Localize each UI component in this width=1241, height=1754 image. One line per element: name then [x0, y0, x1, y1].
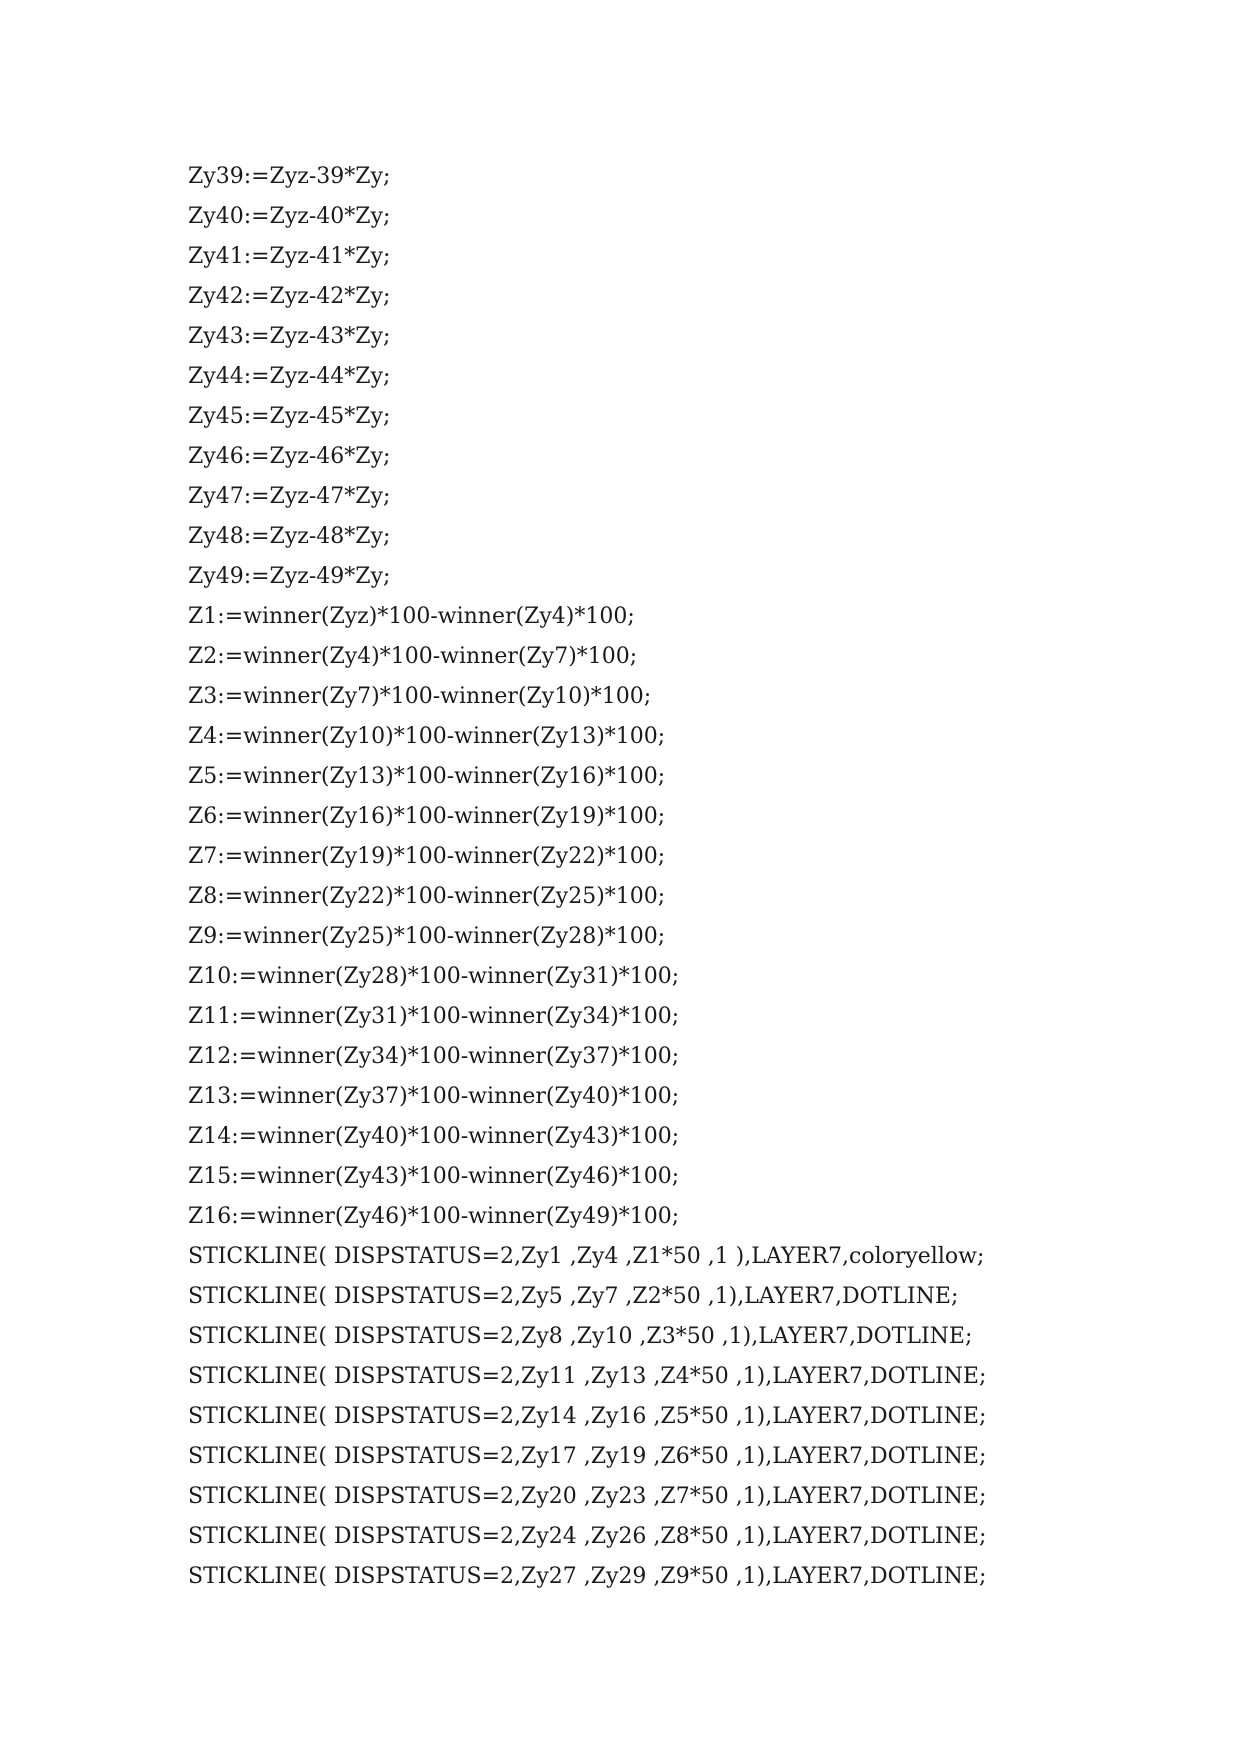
code-line: STICKLINE( DISPSTATUS=2,Zy8 ,Zy10 ,Z3*50 ,1),LAYER7,DOTLINE; [188, 1324, 973, 1349]
code-line: Zy40:=Zyz-40*Zy; [188, 204, 391, 229]
code-line: Z9:=winner(Zy25)*100-winner(Zy28)*100; [188, 924, 666, 949]
code-line: Zy44:=Zyz-44*Zy; [188, 364, 391, 389]
code-line: STICKLINE( DISPSTATUS=2,Zy20 ,Zy23 ,Z7*50 ,1),LAYER7,DOTLINE; [188, 1484, 987, 1509]
code-line: Zy43:=Zyz-43*Zy; [188, 324, 391, 349]
code-line: STICKLINE( DISPSTATUS=2,Zy5 ,Zy7 ,Z2*50 ,1),LAYER7,DOTLINE; [188, 1284, 959, 1309]
code-line: Z8:=winner(Zy22)*100-winner(Zy25)*100; [188, 884, 666, 909]
code-line: Zy48:=Zyz-48*Zy; [188, 524, 391, 549]
code-line: Z16:=winner(Zy46)*100-winner(Zy49)*100; [188, 1204, 680, 1229]
code-line: Zy47:=Zyz-47*Zy; [188, 484, 391, 509]
code-line: Z1:=winner(Zyz)*100-winner(Zy4)*100; [188, 604, 635, 629]
code-line: Z4:=winner(Zy10)*100-winner(Zy13)*100; [188, 724, 666, 749]
code-line: Z5:=winner(Zy13)*100-winner(Zy16)*100; [188, 764, 666, 789]
code-line: Zy46:=Zyz-46*Zy; [188, 444, 391, 469]
code-line: Z15:=winner(Zy43)*100-winner(Zy46)*100; [188, 1164, 680, 1189]
code-line: STICKLINE( DISPSTATUS=2,Zy1 ,Zy4 ,Z1*50 ,1 ),LAYER7,coloryellow; [188, 1244, 985, 1269]
code-line: Z7:=winner(Zy19)*100-winner(Zy22)*100; [188, 844, 666, 869]
code-line: STICKLINE( DISPSTATUS=2,Zy14 ,Zy16 ,Z5*50 ,1),LAYER7,DOTLINE; [188, 1404, 987, 1429]
code-line: Z12:=winner(Zy34)*100-winner(Zy37)*100; [188, 1044, 680, 1069]
code-line: Z2:=winner(Zy4)*100-winner(Zy7)*100; [188, 644, 638, 669]
code-line: Z14:=winner(Zy40)*100-winner(Zy43)*100; [188, 1124, 680, 1149]
code-line: Zy45:=Zyz-45*Zy; [188, 404, 391, 429]
code-line: Zy39:=Zyz-39*Zy; [188, 164, 391, 189]
code-line: Zy41:=Zyz-41*Zy; [188, 244, 391, 269]
code-line: STICKLINE( DISPSTATUS=2,Zy27 ,Zy29 ,Z9*50 ,1),LAYER7,DOTLINE; [188, 1564, 987, 1589]
code-line: STICKLINE( DISPSTATUS=2,Zy17 ,Zy19 ,Z6*50 ,1),LAYER7,DOTLINE; [188, 1444, 987, 1469]
code-line: STICKLINE( DISPSTATUS=2,Zy11 ,Zy13 ,Z4*50 ,1),LAYER7,DOTLINE; [188, 1364, 987, 1389]
code-line: Z6:=winner(Zy16)*100-winner(Zy19)*100; [188, 804, 666, 829]
code-line: Z10:=winner(Zy28)*100-winner(Zy31)*100; [188, 964, 680, 989]
code-line: Zy42:=Zyz-42*Zy; [188, 284, 391, 309]
code-line: Zy49:=Zyz-49*Zy; [188, 564, 391, 589]
code-line: Z11:=winner(Zy31)*100-winner(Zy34)*100; [188, 1004, 680, 1029]
code-line: STICKLINE( DISPSTATUS=2,Zy24 ,Zy26 ,Z8*50 ,1),LAYER7,DOTLINE; [188, 1524, 987, 1549]
code-line: Z3:=winner(Zy7)*100-winner(Zy10)*100; [188, 684, 652, 709]
code-line: Z13:=winner(Zy37)*100-winner(Zy40)*100; [188, 1084, 680, 1109]
code-listing [188, 157, 1188, 1597]
